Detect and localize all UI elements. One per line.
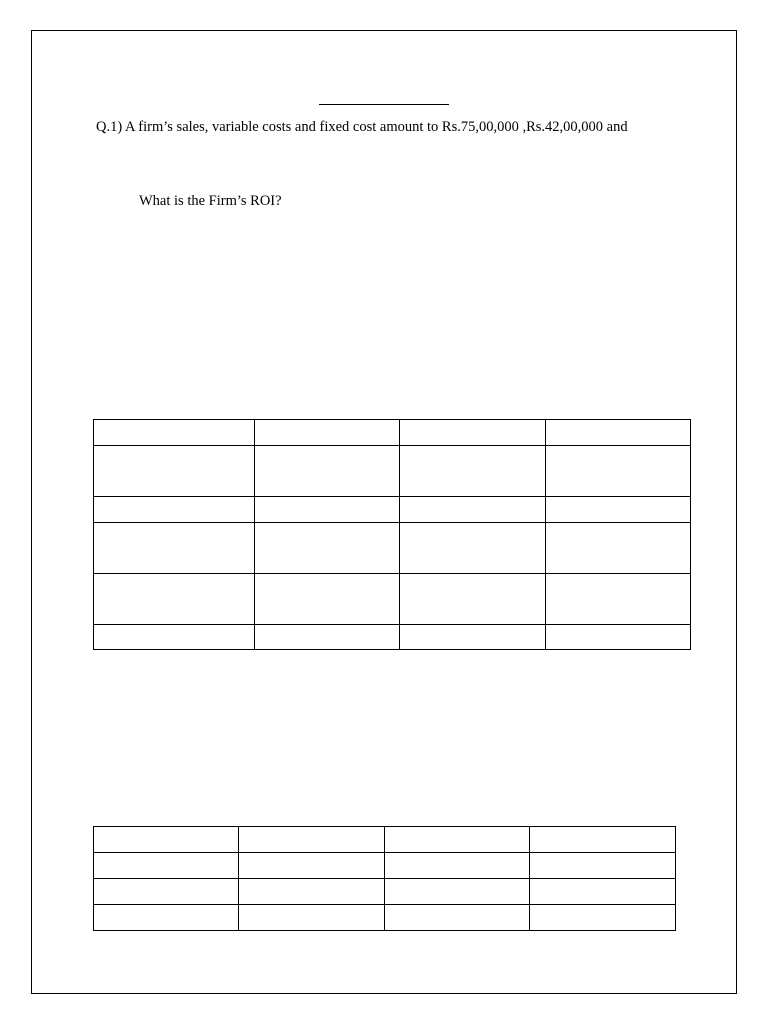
table-cell <box>94 625 255 650</box>
table-cell <box>530 827 676 853</box>
table-cell <box>546 523 691 574</box>
table-cell <box>239 879 385 905</box>
table-cell <box>94 879 239 905</box>
table-cell <box>255 574 400 625</box>
title-underline <box>319 104 449 105</box>
table-row <box>94 853 676 879</box>
table-cell <box>94 523 255 574</box>
table-cell <box>400 420 546 446</box>
table-row <box>94 625 691 650</box>
question-1-subtext: What is the Firm’s ROI? <box>139 193 282 209</box>
table-cell <box>94 446 255 497</box>
table-row <box>94 523 691 574</box>
table-cell <box>400 625 546 650</box>
table-cell <box>239 905 385 931</box>
table-cell <box>385 905 530 931</box>
answer-table-2 <box>93 826 676 931</box>
table-cell <box>385 827 530 853</box>
table-cell <box>255 446 400 497</box>
table-cell <box>385 879 530 905</box>
table-cell <box>239 827 385 853</box>
table-cell <box>530 879 676 905</box>
table-cell <box>94 574 255 625</box>
table-row <box>94 446 691 497</box>
table-cell <box>400 497 546 523</box>
table-cell <box>530 905 676 931</box>
table-cell <box>255 497 400 523</box>
table-row <box>94 905 676 931</box>
table-cell <box>546 420 691 446</box>
table-cell <box>400 523 546 574</box>
table-row <box>94 879 676 905</box>
table-cell <box>94 420 255 446</box>
table-row <box>94 497 691 523</box>
answer-table-1 <box>93 419 691 650</box>
table-cell <box>546 625 691 650</box>
table-cell <box>94 497 255 523</box>
table-cell <box>546 497 691 523</box>
table-cell <box>546 574 691 625</box>
table-row <box>94 827 676 853</box>
table-cell <box>255 523 400 574</box>
table-cell <box>546 446 691 497</box>
table-cell <box>94 853 239 879</box>
table-cell <box>94 905 239 931</box>
table-cell <box>385 853 530 879</box>
question-1-text: Q.1) A firm’s sales, variable costs and fixed cost amount to Rs.75,00,000 ,Rs.42,00,000 and <box>96 119 628 135</box>
table-cell <box>530 853 676 879</box>
table-row <box>94 574 691 625</box>
table-cell <box>94 827 239 853</box>
table-cell <box>255 420 400 446</box>
table-row <box>94 420 691 446</box>
table-cell <box>400 446 546 497</box>
table-cell <box>239 853 385 879</box>
table-cell <box>255 625 400 650</box>
table-cell <box>400 574 546 625</box>
